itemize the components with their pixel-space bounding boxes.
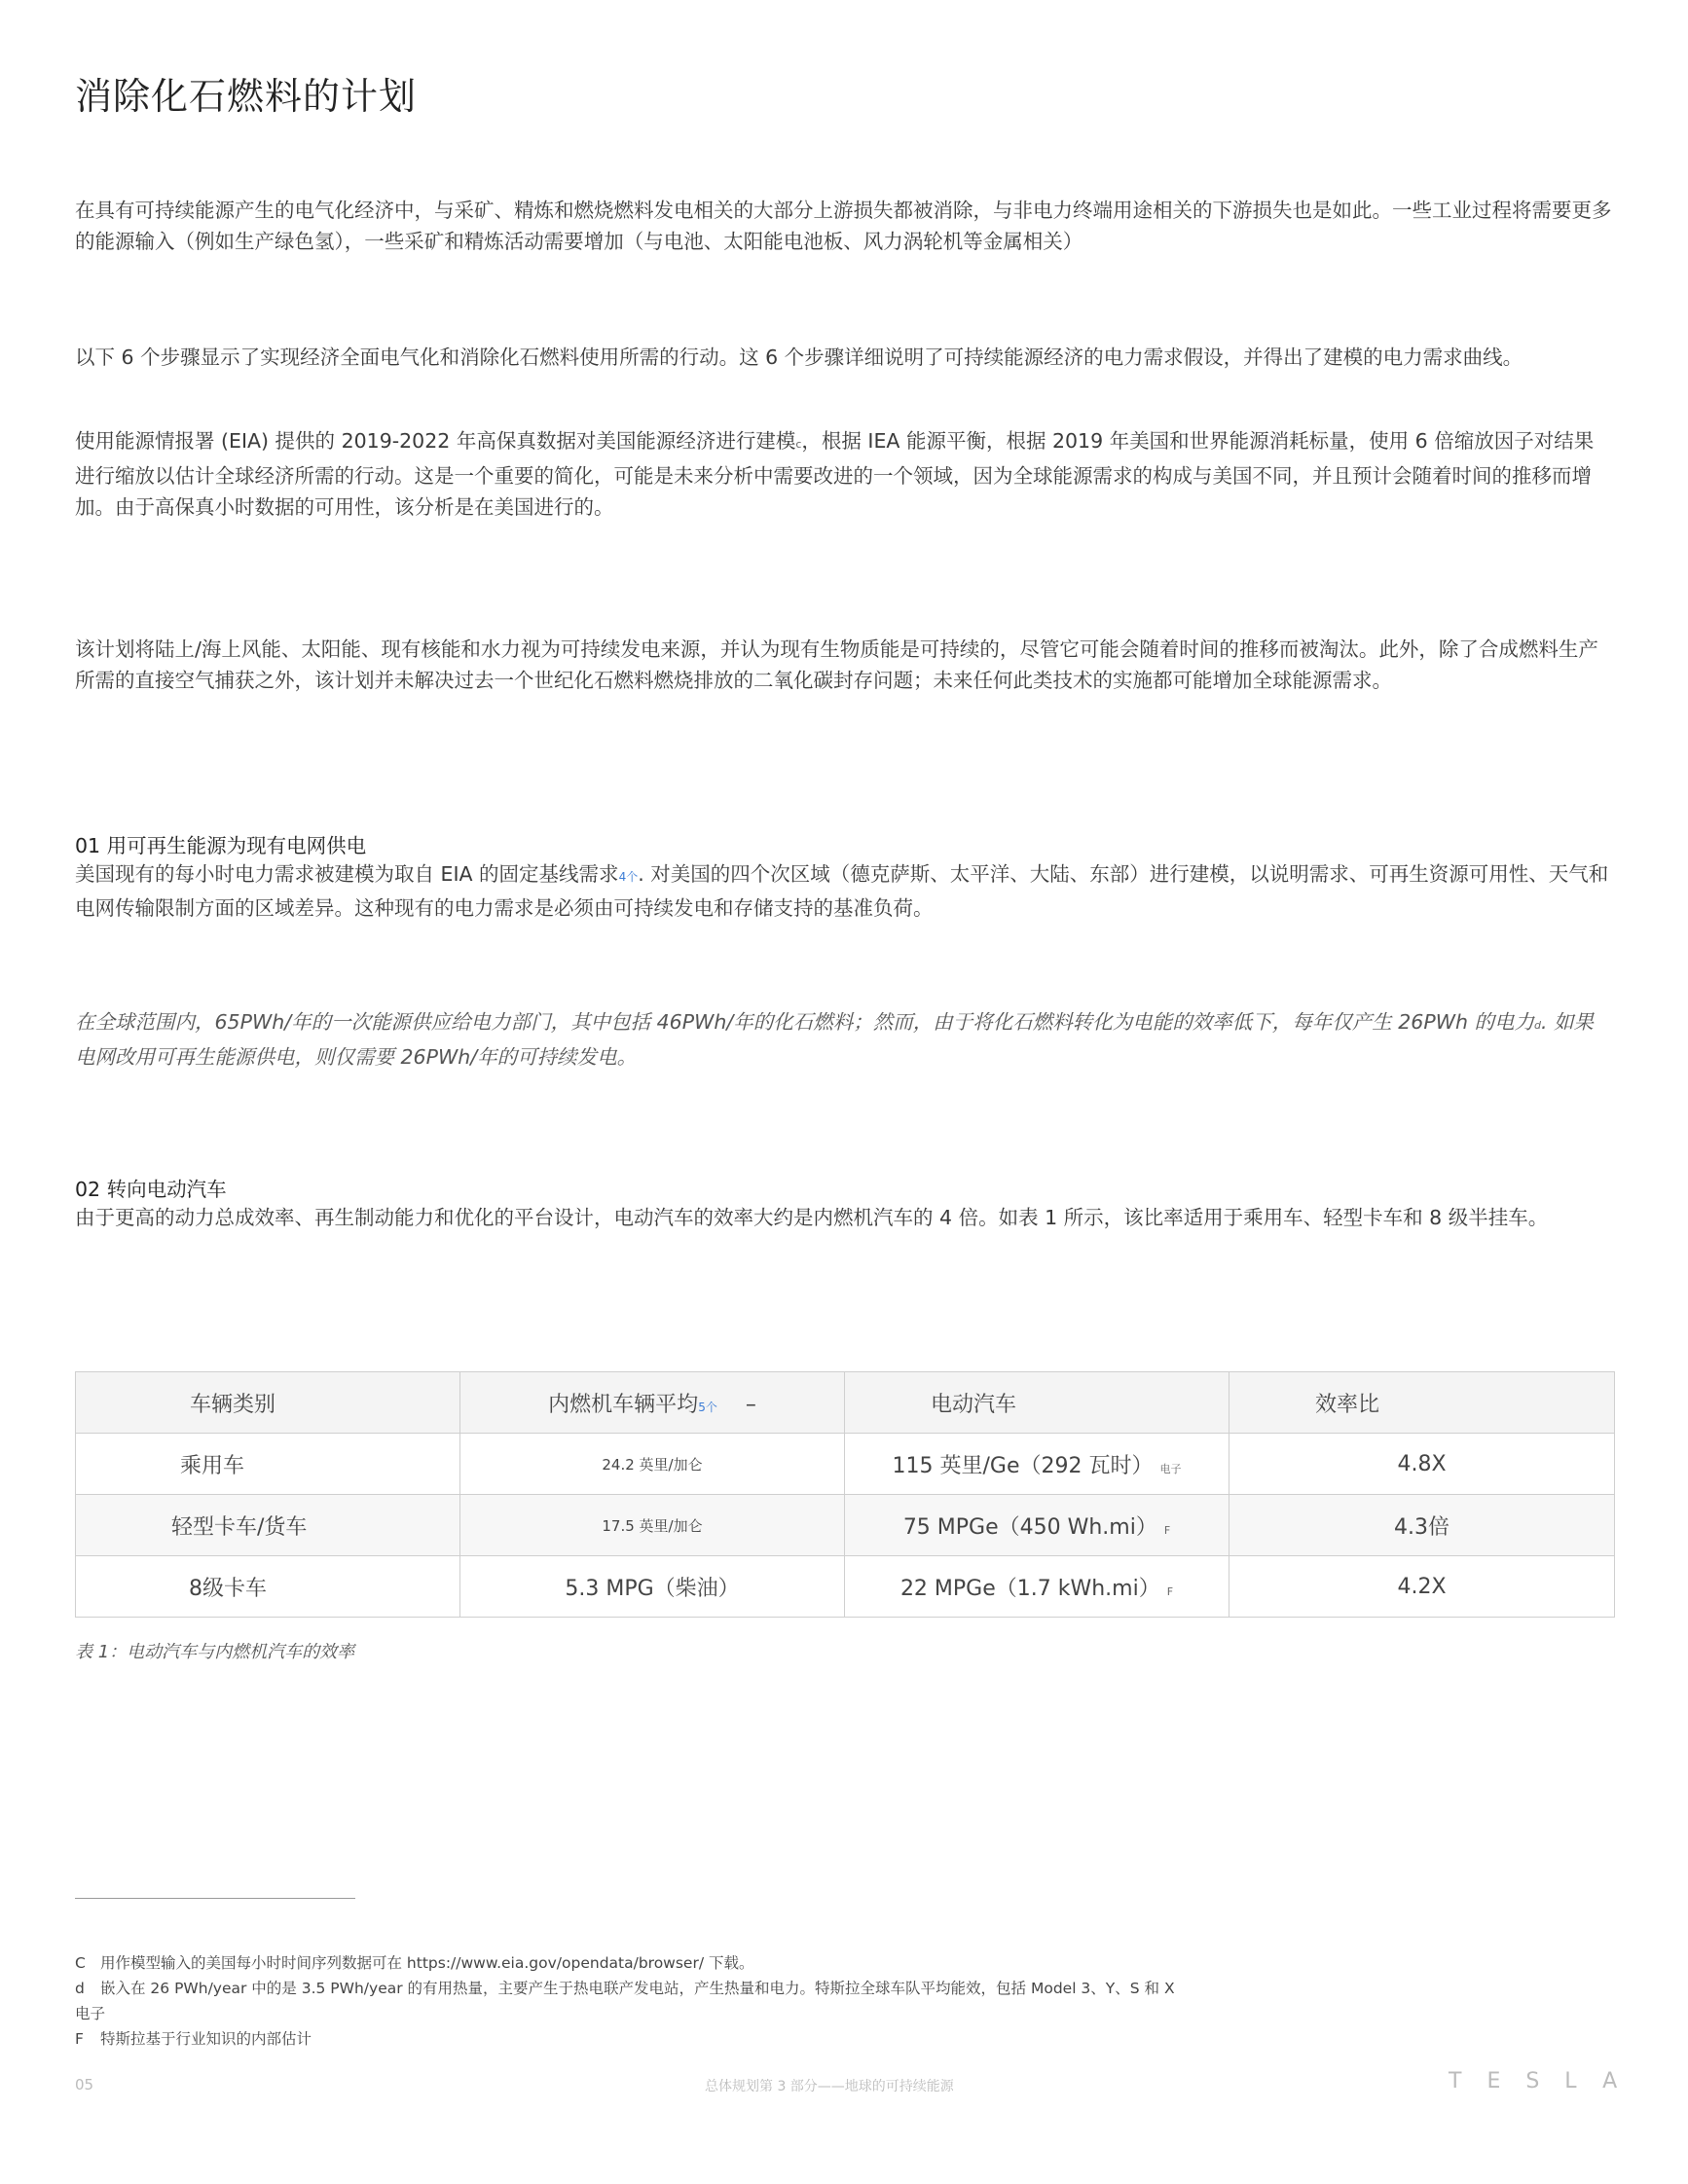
- highlight-text-a: 在全球范围内，65PWh/年的一次能源供应给电力部门，其中包括 46PWh/年的化石燃料；然而，由于将化石燃料转化为电能的效率低下，每年仅产生 26PWh 的电力: [75, 1010, 1534, 1034]
- table-header-row: [76, 1372, 1615, 1434]
- footnote-d-text: 嵌入在 26 PWh/year 中的是 3.5 PWh/year 的有用热量，主要产生于热电联产发电站，产生热量和电力。特斯拉全球车队平均能效，包括 Model 3、Y、S 和 X: [100, 1980, 1175, 1997]
- section-02-heading: 02 转向电动汽车: [75, 1178, 227, 1201]
- cell-category: 8级卡车: [76, 1556, 460, 1618]
- cell-category: 乘用车: [76, 1434, 460, 1495]
- section-01-text-a: 美国现有的每小时电力需求被建模为取自 EIA 的固定基线需求: [75, 862, 619, 886]
- cell-ev: [845, 1495, 1229, 1556]
- section-01-text-b: . 对美国的四个次区域（德克萨斯、太平洋、大陆、东部）进行建模，以说明需求、可再生资源可用性、天气和电网传输限制方面的区域差异。这种现有的电力需求是必须由可持续发电和存储支持的基准负荷。: [75, 862, 1609, 920]
- document-title: 总体规划第 3 部分——地球的可持续能源: [705, 2079, 954, 2094]
- footnote-d-key: d: [75, 1980, 85, 1997]
- footnote-ref-d[interactable]: d: [1534, 1019, 1541, 1032]
- page-title: 消除化石燃料的计划: [75, 75, 418, 118]
- page-number: 05: [75, 2076, 94, 2093]
- header-ratio: 效率比: [1229, 1372, 1615, 1434]
- cell-category: 轻型卡车/货车: [76, 1495, 460, 1556]
- cell-ev-value: 75 MPGe（450 Wh.mi）: [902, 1514, 1157, 1540]
- footnote-ref-c[interactable]: c: [795, 438, 802, 451]
- steps-paragraph: 以下 6 个步骤显示了实现经济全面电气化和消除化石燃料使用所需的行动。这 6 个步骤详细说明了可持续能源经济的电力需求假设，并得出了建模的电力需求曲线。: [75, 346, 1523, 369]
- cell-ice: 24.2 英里/加仑: [460, 1434, 845, 1495]
- footnote-f-text: 特斯拉基于行业知识的内部估计: [100, 2030, 312, 2048]
- cell-ev-value: 115 英里/Ge（292 瓦时）: [892, 1453, 1154, 1478]
- method-text-a: 使用能源情报署 (EIA) 提供的 2019-2022 年高保真数据对美国能源经济进行建模: [75, 429, 796, 453]
- highlight-text-b: . 如果电网改用可再生能源供电，则仅需要 26PWh/年的可持续发电。: [75, 1010, 1595, 1069]
- intro-paragraph: 在具有可持续能源产生的电气化经济中，与采矿、精炼和燃烧燃料发电相关的大部分上游损失都被消除，与非电力终端用途相关的下游损失也是如此。一些工业过程将需要更多的能源输入（例如生产绿色氢），一些采矿和精炼活动需要增加（与电池、太阳能电池板、风力涡轮机等金属相关）: [75, 199, 1612, 253]
- table-caption: 表 1：电动汽车与内燃机汽车的效率: [75, 1642, 355, 1662]
- header-vehicle-class: 车辆类别: [76, 1372, 460, 1434]
- table-row: [76, 1434, 1615, 1495]
- footnote-ref-5[interactable]: 5个: [698, 1400, 717, 1414]
- header-ice-average: [460, 1372, 845, 1434]
- cell-ice: 17.5 英里/加仑: [460, 1495, 845, 1556]
- method-paragraph: [75, 425, 1613, 523]
- footnote-divider: [75, 1898, 355, 1899]
- cell-ev: [845, 1434, 1229, 1495]
- cell-ev-note: F: [1163, 1523, 1171, 1537]
- cell-ratio: 4.8X: [1229, 1434, 1615, 1495]
- table-row: [76, 1556, 1615, 1618]
- section-02-text: 由于更高的动力总成效率、再生制动能力和优化的平台设计，电动汽车的效率大约是内燃机汽车的 4 倍。如表 1 所示，该比率适用于乘用车、轻型卡车和 8 级半挂车。: [75, 1206, 1549, 1229]
- cell-ratio: 4.2X: [1229, 1556, 1615, 1618]
- cell-ev-value: 22 MPGe（1.7 kWh.mi）: [899, 1576, 1160, 1601]
- footnote-c-text: 用作模型输入的美国每小时时间序列数据可在 https://www.eia.gov/opendata/browser/ 下载。: [100, 1954, 754, 1972]
- header-ice-dash: –: [745, 1392, 756, 1417]
- footnote-d-cont: 电子: [75, 2005, 106, 2022]
- cell-ev-note: 电子: [1159, 1462, 1182, 1475]
- section-01-highlight: [75, 1006, 1613, 1073]
- section-01-heading: 01 用可再生能源为现有电网供电: [75, 834, 367, 857]
- efficiency-table: [75, 1371, 1615, 1618]
- footnote-f-key: F: [75, 2030, 84, 2048]
- method-text-b: ，根据 IEA 能源平衡，根据 2019 年美国和世界能源消耗标量，使用 6 倍缩放因子对结果进行缩放以估计全球经济所需的行动。这是一个重要的简化，可能是未来分析中需要改进的一个领域，因为全球能源需求的构成与美国不同，并且预计会随着时间的推移而增加。由于高保真小时数据的可用性，该分析是在美国进行的。: [75, 429, 1595, 519]
- footnote-c: [75, 1950, 754, 1976]
- cell-ev-note: F: [1166, 1584, 1174, 1598]
- header-ice-label: 内燃机车辆平均: [548, 1392, 699, 1417]
- cell-ice: 5.3 MPG（柴油）: [460, 1556, 845, 1618]
- tesla-logo: TESLA: [1449, 2069, 1643, 2093]
- cell-ev: [845, 1556, 1229, 1618]
- table-row: [76, 1495, 1615, 1556]
- header-ev: 电动汽车: [845, 1372, 1229, 1434]
- scope-paragraph: 该计划将陆上/海上风能、太阳能、现有核能和水力视为可持续发电来源，并认为现有生物质能是可持续的，尽管它可能会随着时间的推移而被淘汰。此外，除了合成燃料生产所需的直接空气捕获之外，该计划并未解决过去一个世纪化石燃料燃烧排放的二氧化碳封存问题；未来任何此类技术的实施都可能增加全球能源需求。: [75, 637, 1598, 692]
- cell-ratio: 4.3倍: [1229, 1495, 1615, 1556]
- section-01-text: [75, 858, 1613, 924]
- footnote-d: [75, 1976, 1175, 2026]
- footnote-ref-4[interactable]: 4个: [618, 870, 639, 884]
- footnote-f: [75, 2026, 312, 2052]
- footnote-c-key: C: [75, 1954, 86, 1972]
